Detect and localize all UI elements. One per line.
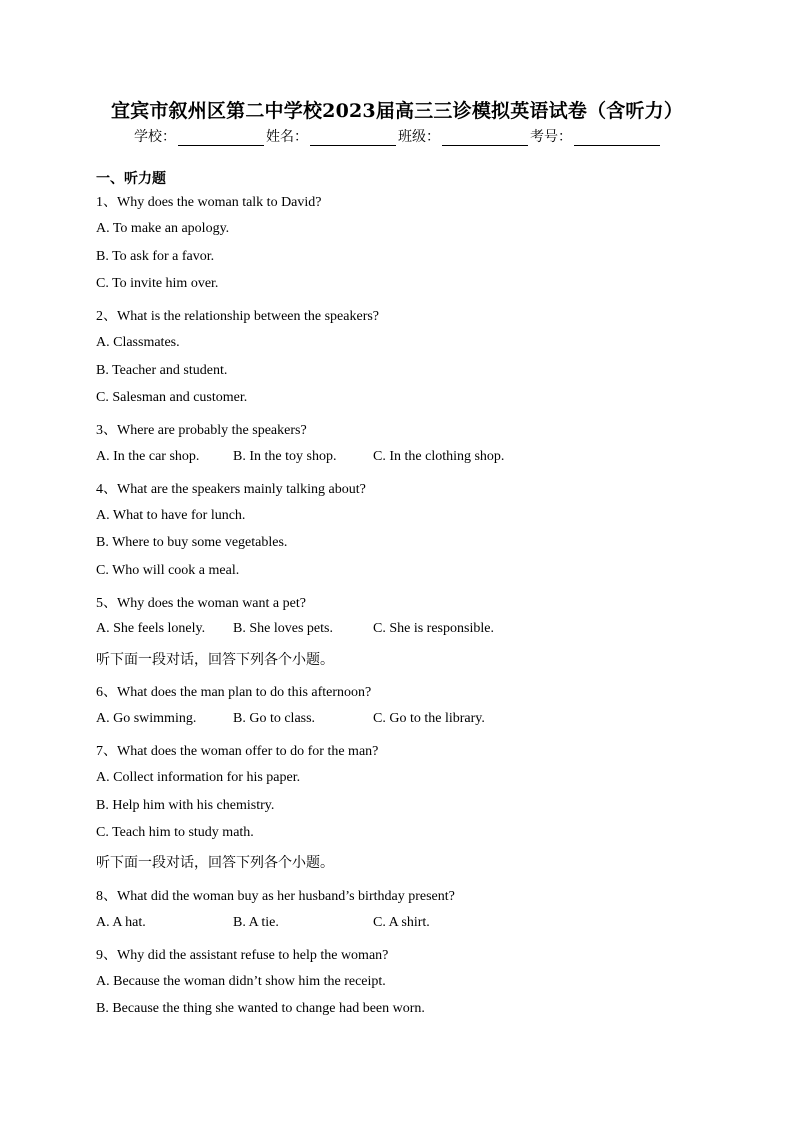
instruction-1: 听下面一段对话，回答下列各个小题。 <box>96 652 334 668</box>
question-6-stem: 6、What does the man plan to do this afternoon? <box>96 685 372 700</box>
question-5-option-c[interactable]: C. She is responsible. <box>373 621 494 636</box>
section-heading: 一、听力题 <box>96 171 166 187</box>
name-field[interactable] <box>266 126 396 146</box>
question-3-option-b[interactable]: B. In the toy shop. <box>233 449 337 464</box>
question-8-option-b[interactable]: B. A tie. <box>233 915 279 930</box>
question-3-stem: 3、Where are probably the speakers? <box>96 423 307 438</box>
school-blank[interactable] <box>178 130 264 146</box>
question-1-option-c[interactable]: C. To invite him over. <box>96 276 219 291</box>
question-3-option-c[interactable]: C. In the clothing shop. <box>373 449 505 464</box>
exam-title: 宜宾市叙州区第二中学校2023届高三三诊模拟英语试卷（含听力） <box>110 100 684 122</box>
question-9-stem: 9、Why did the assistant refuse to help the woman? <box>96 948 389 963</box>
question-2-option-a[interactable]: A. Classmates. <box>96 335 180 350</box>
name-blank[interactable] <box>310 130 396 146</box>
school-label: 学校： <box>134 129 176 145</box>
class-field[interactable] <box>398 126 528 146</box>
name-label: 姓名： <box>266 129 308 145</box>
exam-number-blank[interactable] <box>574 130 660 146</box>
question-9-option-b[interactable]: B. Because the thing she wanted to change had been worn. <box>96 1001 425 1016</box>
question-7-option-b[interactable]: B. Help him with his chemistry. <box>96 798 275 813</box>
question-9-option-a[interactable]: A. Because the woman didn’t show him the receipt. <box>96 974 386 989</box>
question-7-option-c[interactable]: C. Teach him to study math. <box>96 825 254 840</box>
question-5-stem: 5、Why does the woman want a pet? <box>96 596 306 611</box>
question-4-option-b[interactable]: B. Where to buy some vegetables. <box>96 535 288 550</box>
question-1-option-a[interactable]: A. To make an apology. <box>96 221 230 236</box>
question-4-option-c[interactable]: C. Who will cook a meal. <box>96 563 240 578</box>
question-8-option-a[interactable]: A. A hat. <box>96 915 146 930</box>
question-5-option-b[interactable]: B. She loves pets. <box>233 621 333 636</box>
question-5-option-a[interactable]: A. She feels lonely. <box>96 621 206 636</box>
class-label: 班级： <box>398 129 440 145</box>
question-2-option-b[interactable]: B. Teacher and student. <box>96 363 228 378</box>
instruction-2: 听下面一段对话，回答下列各个小题。 <box>96 855 334 871</box>
question-8-option-c[interactable]: C. A shirt. <box>373 915 430 930</box>
question-2-option-c[interactable]: C. Salesman and customer. <box>96 390 248 405</box>
question-6-option-c[interactable]: C. Go to the library. <box>373 711 485 726</box>
question-6-option-a[interactable]: A. Go swimming. <box>96 711 197 726</box>
question-7-option-a[interactable]: A. Collect information for his paper. <box>96 770 301 785</box>
school-field[interactable] <box>134 126 264 146</box>
student-info-line <box>0 126 794 146</box>
class-blank[interactable] <box>442 130 528 146</box>
question-1-stem: 1、Why does the woman talk to David? <box>96 195 322 210</box>
question-4-option-a[interactable]: A. What to have for lunch. <box>96 508 246 523</box>
exam-number-field[interactable] <box>530 126 660 146</box>
exam-number-label: 考号： <box>530 129 572 145</box>
question-4-stem: 4、What are the speakers mainly talking about? <box>96 482 366 497</box>
question-2-stem: 2、What is the relationship between the speakers? <box>96 309 380 324</box>
question-8-stem: 8、What did the woman buy as her husband’s birthday present? <box>96 889 455 904</box>
question-1-option-b[interactable]: B. To ask for a favor. <box>96 249 215 264</box>
question-3-option-a[interactable]: A. In the car shop. <box>96 449 200 464</box>
question-6-option-b[interactable]: B. Go to class. <box>233 711 316 726</box>
question-7-stem: 7、What does the woman offer to do for the man? <box>96 744 379 759</box>
